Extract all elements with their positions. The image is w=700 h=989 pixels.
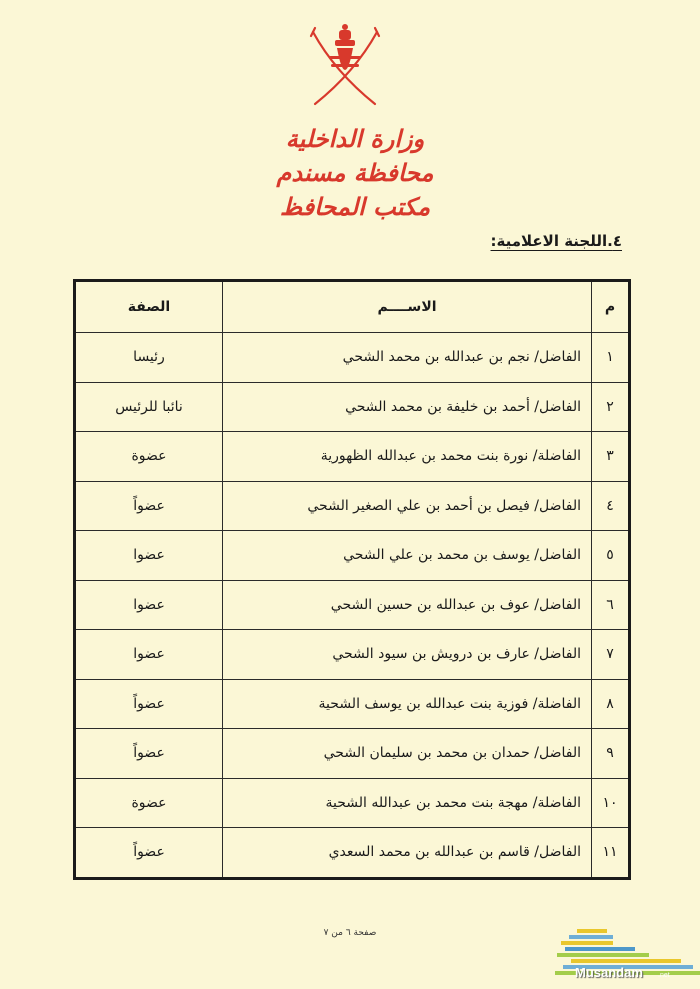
row-name: الفاضل/ حمدان بن محمد بن سليمان الشحي <box>223 729 592 779</box>
row-name: الفاضلة/ مهجة بنت محمد بن عبدالله الشحية <box>223 778 592 828</box>
header-name: الاســــم <box>223 281 592 333</box>
table-row <box>75 679 630 729</box>
header-role: الصفة <box>75 281 223 333</box>
table-row <box>75 778 630 828</box>
header-ministry: وزارة الداخلية <box>285 124 425 153</box>
row-role: عضواً <box>75 481 223 531</box>
table-row <box>75 580 630 630</box>
header-governorate: محافظة مسندم <box>276 158 434 187</box>
row-num: ١٠ <box>592 778 630 828</box>
row-role: عضواً <box>75 828 223 879</box>
row-role: عضوة <box>75 778 223 828</box>
row-num: ٩ <box>592 729 630 779</box>
ministry-header <box>240 122 470 224</box>
row-name: الفاضل/ عوف بن عبدالله بن حسين الشحي <box>223 580 592 630</box>
row-num: ٥ <box>592 531 630 581</box>
row-num: ٤ <box>592 481 630 531</box>
row-name: الفاضل/ عارف بن درويش بن سيود الشحي <box>223 630 592 680</box>
table-row <box>75 828 630 879</box>
row-role: عضواً <box>75 729 223 779</box>
row-num: ١ <box>592 333 630 383</box>
row-name: الفاضلة/ فوزية بنت عبدالله بن يوسف الشحية <box>223 679 592 729</box>
row-num: ١١ <box>592 828 630 879</box>
row-role: عضوا <box>75 630 223 680</box>
table-row <box>75 630 630 680</box>
row-num: ٨ <box>592 679 630 729</box>
section-heading: ٤.اللجنة الاعلامية: <box>490 232 622 250</box>
table-row <box>75 481 630 531</box>
row-name: الفاضل/ فيصل بن أحمد بن علي الصغير الشحي <box>223 481 592 531</box>
row-num: ٧ <box>592 630 630 680</box>
row-num: ٣ <box>592 432 630 482</box>
header-num: م <box>592 281 630 333</box>
row-role: عضوة <box>75 432 223 482</box>
table-row <box>75 729 630 779</box>
table-row <box>75 333 630 383</box>
header-office: مكتب المحافظ <box>279 192 431 221</box>
oman-khanjar-emblem-icon <box>305 22 385 110</box>
row-role: رئيسا <box>75 333 223 383</box>
table-row <box>75 531 630 581</box>
row-name: الفاضل/ أحمد بن خليفة بن محمد الشحي <box>223 382 592 432</box>
row-name: الفاضلة/ نورة بنت محمد بن عبدالله الظهورية <box>223 432 592 482</box>
row-role: عضواً <box>75 679 223 729</box>
row-name: الفاضل/ قاسم بن عبدالله بن محمد السعدي <box>223 828 592 879</box>
table-row <box>75 432 630 482</box>
row-role: عضوا <box>75 531 223 581</box>
watermark-text: Musandam <box>575 965 643 980</box>
row-role: عضوا <box>75 580 223 630</box>
page-number: صفحة ٦ من ٧ <box>323 928 377 938</box>
row-role: نائبا للرئيس <box>75 382 223 432</box>
watermark-suffix: .net <box>658 972 670 979</box>
table-row <box>75 382 630 432</box>
table-header-row <box>75 281 630 333</box>
row-name: الفاضل/ نجم بن عبدالله بن محمد الشحي <box>223 333 592 383</box>
row-name: الفاضل/ يوسف بن محمد بن علي الشحي <box>223 531 592 581</box>
row-num: ٦ <box>592 580 630 630</box>
row-num: ٢ <box>592 382 630 432</box>
committee-members-table <box>73 279 631 880</box>
